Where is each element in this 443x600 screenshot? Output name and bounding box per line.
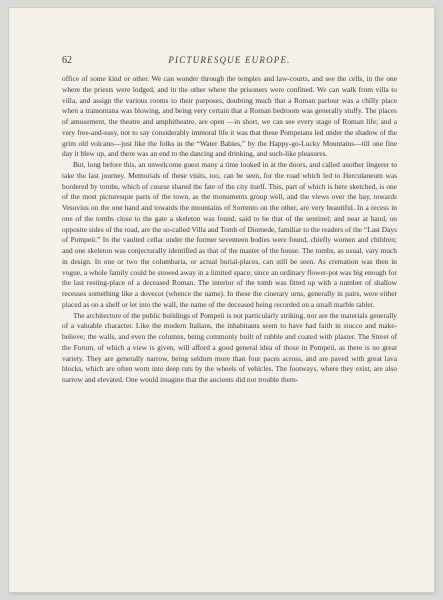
book-page bbox=[9, 8, 434, 592]
page-header bbox=[62, 55, 397, 67]
paragraph-architecture: The architecture of the public buildings of Pompeii is not particularly striking, nor are the materials generally of a valuable character. Like the modern Italians, the inhabitants seem to have had faith in stucco and make-believe; the walls, and even the columns, being commonly built of rubble and coated with plaster. The Street of the Forum, of which a view is given, will afford a good general idea of those in Pompeii, as there is no great variety. They are generally narrow, being seldom more than four paces across, and are paved with great lava blocks, which are often worn into deep ruts by the wheels of vehicles. The footways, where they exist, are also narrow and elevated. One would imagine that the ancients did not trouble them- bbox=[62, 310, 397, 384]
paragraph-tombs: But, long before this, an unwelcome guest many a time looked in at the doors, and called another lingerer to take the last journey. Memorials of these visits, too, can be seen, for the road which led to Herculaneum was bordered by tombs, which of course shared the fate of the city itself. This, part of which is here sketched, is one of the most picturesque parts of the town, as the monuments group well, and the views over the bay, towards Vesuvius on the one hand and towards the mountains of Sorrento on the other, are very beautiful. In a recess in one of the tombs close to the gate a skeleton was found, said to be that of the sentinel; and near at hand, on opposite sides of the road, are the so-called Villa and Tomb of Diomede, familiar to the readers of the “Last Days of Pompeii.” In the vaulted cellar under the former seventeen bodies were found, chiefly women and children; and one skeleton was conjecturally identified as that of the master of the house. The tombs, as usual, vary much in design. In one or two the columbaria, or actual burial-places, can still be seen. As cremation was then in vogue, a whole family could be stowed away in a limited space; since an ordinary flower-pot was big enough for the last resting-place of a deceased Roman. The interior of the tomb was fitted up with a number of shallow recesses something like a dovecot (whence the name). In these the cinerary urns, generally in pairs, were either placed as on a shelf or let into the wall, the name of the deceased being recorded on a small marble tablet. bbox=[62, 160, 397, 309]
body-text bbox=[62, 74, 397, 386]
running-title: PICTURESQUE EUROPE. bbox=[168, 55, 291, 65]
paragraph-continuation: office of some kind or other. We can wonder through the temples and law-courts, and see the cells, in the one where the priests were lodged, and in the other where the prisoners were confined. We can walk from villa to villa, and assign the various rooms to their purposes, doubting much that a Roman parlour was a chilly place when a tramontana was blowing, and being very certain that a Roman bedroom was generally stuffy. The places of amusement, the theatre and amphitheatre, are open —in short, we can see every stage of Roman life; and a very free-and-easy, not to say considerably immoral life it was that these Pompeians led under the shadow of the grim old volcano—just like the folks in the “Water Babies,” by the Happy-go-Lucky Mountains—till one fine day it blew up, and there was an end to the dancing and drinking, and such-like pleasures. bbox=[62, 74, 397, 159]
page-number: 62 bbox=[62, 55, 72, 66]
